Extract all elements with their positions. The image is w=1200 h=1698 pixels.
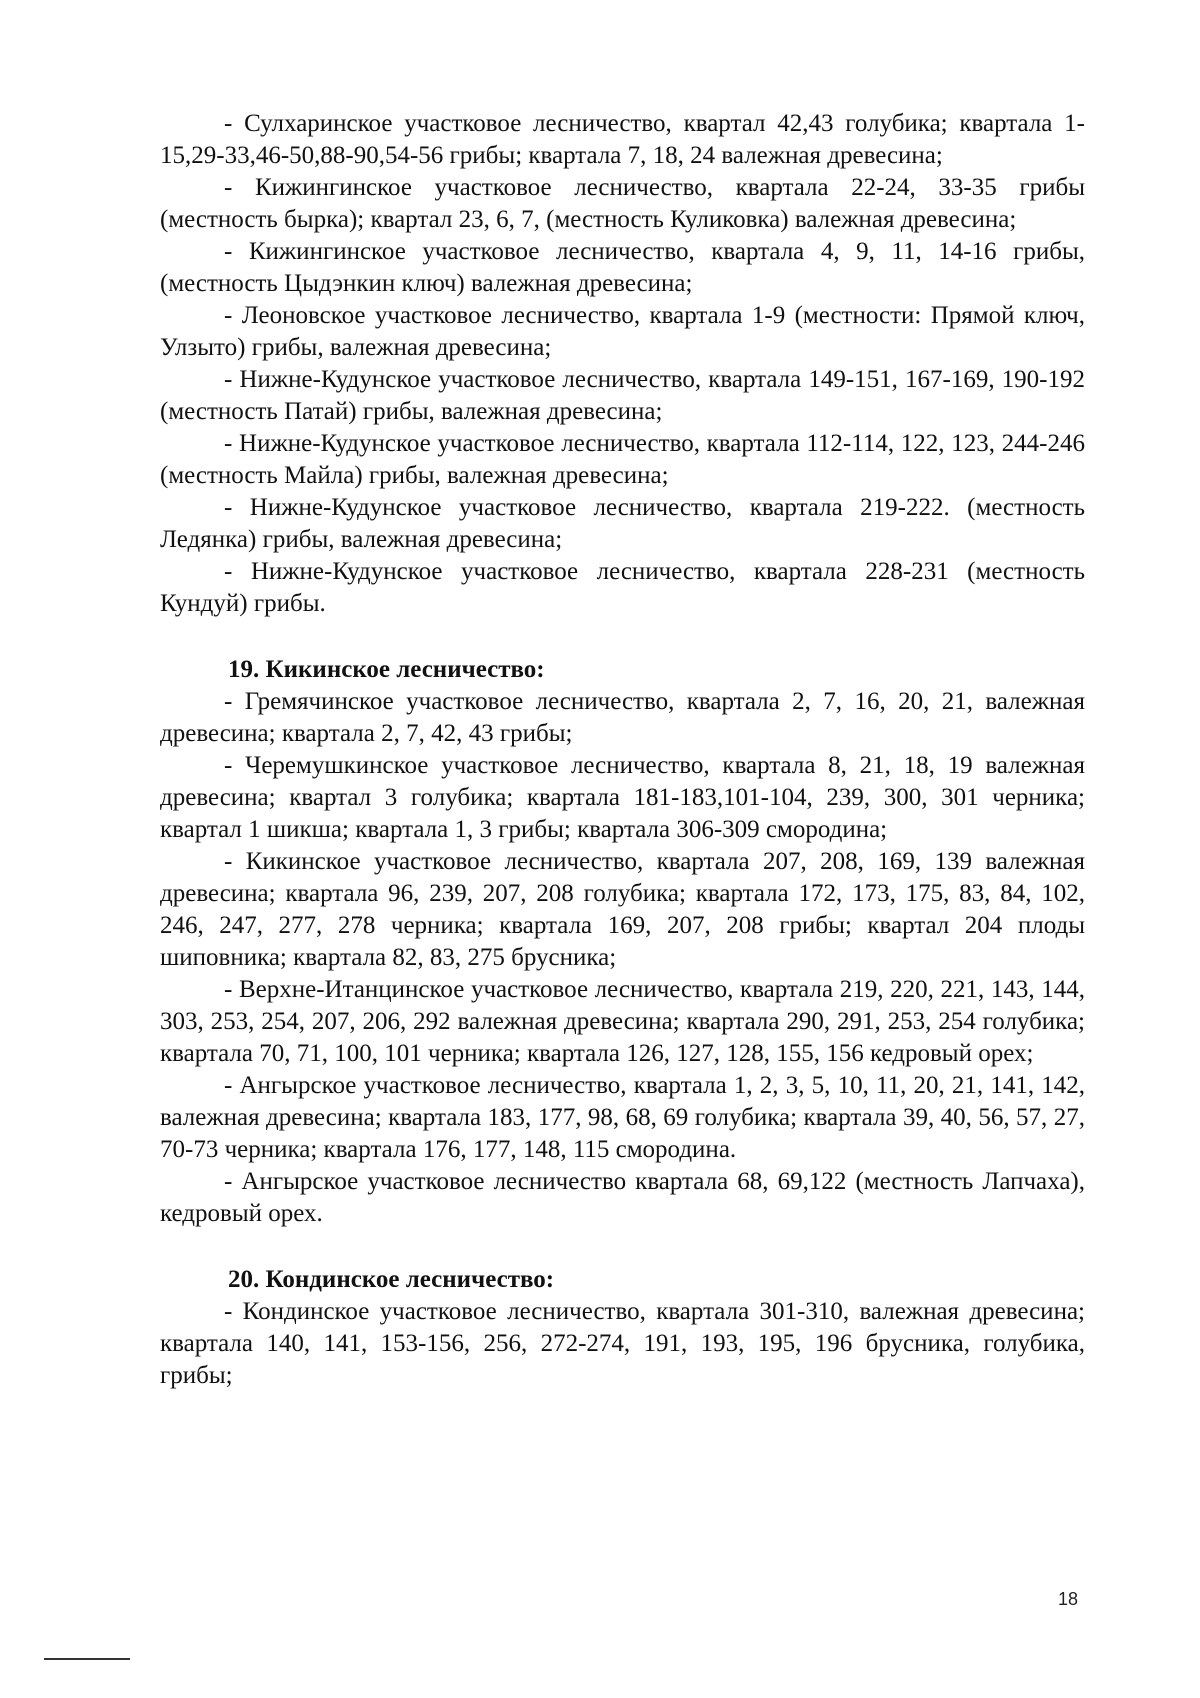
paragraph-kondinskoe: - Кондинское участковое лесничество, квартала 301-310, валежная древесина; квартала 140, 141, 153-156, 256, 272-274, 191, 193, 195, 196 брусника, голубика, грибы; xyxy=(160,1298,1085,1389)
paragraph-angyrskoe-1: - Ангырское участковое лесничество, квартала 1, 2, 3, 5, 10, 11, 20, 21, 141, 142, валежная древесина; квартала 183, 177, 98, 68, 69 голубика; квартала 39, 40, 56, 57, 27, 70-73 черника; квартала 176, 177, 148, 115 смородина. xyxy=(160,1072,1085,1163)
paragraph-nizhne-kudunskoe-3: - Нижне-Кудунское участковое лесничество, квартала 219-222. (местность Ледянка) грибы, валежная древесина; xyxy=(160,494,1085,553)
paragraph-nizhne-kudunskoe-2: - Нижне-Кудунское участковое лесничество, квартала 112-114, 122, 123, 244-246 (местность Майла) грибы, валежная древесина; xyxy=(160,430,1085,489)
paragraph-verkhne-itantsinskoe: - Верхне-Итанцинское участковое лесничество, квартала 219, 220, 221, 143, 144, 303, 253, 254, 207, 206, 292 валежная древесина; квартала 290, 291, 253, 254 голубика; квартала 70, 71, 100, 101 черника; квартала 126, 127, 128, 155, 156 кедровый орех; xyxy=(160,976,1085,1067)
paragraph-nizhne-kudunskoe-1: - Нижне-Кудунское участковое лесничество, квартала 149-151, 167-169, 190-192 (местность Патай) грибы, валежная древесина; xyxy=(160,366,1085,425)
section-heading-20: 20. Кондинское лесничество: xyxy=(228,1266,555,1293)
paragraph-sulkharinskoe: - Сулхаринское участковое лесничество, квартал 42,43 голубика; квартала 1-15,29-33,46-50,88-90,54-56 грибы; квартала 7, 18, 24 валежная древесина; xyxy=(160,110,1085,169)
paragraph-kikinskoe: - Кикинское участковое лесничество, квартала 207, 208, 169, 139 валежная древесина; квартала 96, 239, 207, 208 голубика; квартала 172, 173, 175, 83, 84, 102, 246, 247, 277, 278 черника; квартала 169, 207, 208 грибы; квартал 204 плоды шиповника; квартала 82, 83, 275 брусника; xyxy=(160,848,1085,971)
page-number: 18 xyxy=(1058,1589,1079,1609)
section-spacer xyxy=(160,1230,1085,1264)
paragraph-cheremushkinskoe: - Черемушкинское участковое лесничество, квартала 8, 21, 18, 19 валежная древесина; квартал 3 голубика; квартала 181-183,101-104, 239, 300, 301 черника; квартал 1 шикша; квартала 1, 3 грибы; квартала 306-309 смородина; xyxy=(160,752,1085,843)
paragraph-leonovskoe: - Леоновское участковое лесничество, квартала 1-9 (местности: Прямой ключ, Улзыто) грибы, валежная древесина; xyxy=(160,302,1085,361)
paragraph-nizhne-kudunskoe-4: - Нижне-Кудунское участковое лесничество, квартала 228-231 (местность Кундуй) грибы. xyxy=(160,558,1085,617)
paragraph-kizhinginskoe-2: - Кижингинское участковое лесничество, квартала 4, 9, 11, 14-16 грибы, (местность Цыдэнкин ключ) валежная древесина; xyxy=(160,238,1085,297)
section-spacer xyxy=(160,620,1085,654)
paragraph-gremyachinskoe: - Гремячинское участковое лесничество, квартала 2, 7, 16, 20, 21, валежная древесина; квартала 2, 7, 42, 43 грибы; xyxy=(160,688,1085,747)
footer-rule xyxy=(44,1658,130,1660)
paragraph-kizhinginskoe-1: - Кижингинское участковое лесничество, квартала 22-24, 33-35 грибы (местность бырка); квартал 23, 6, 7, (местность Куликовка) валежная древесина; xyxy=(160,174,1085,233)
document-body xyxy=(160,108,1085,1392)
paragraph-angyrskoe-2: - Ангырское участковое лесничество квартала 68, 69,122 (местность Лапчаха), кедровый орех. xyxy=(160,1168,1085,1227)
section-heading-19: 19. Кикинское лесничество: xyxy=(228,656,545,683)
